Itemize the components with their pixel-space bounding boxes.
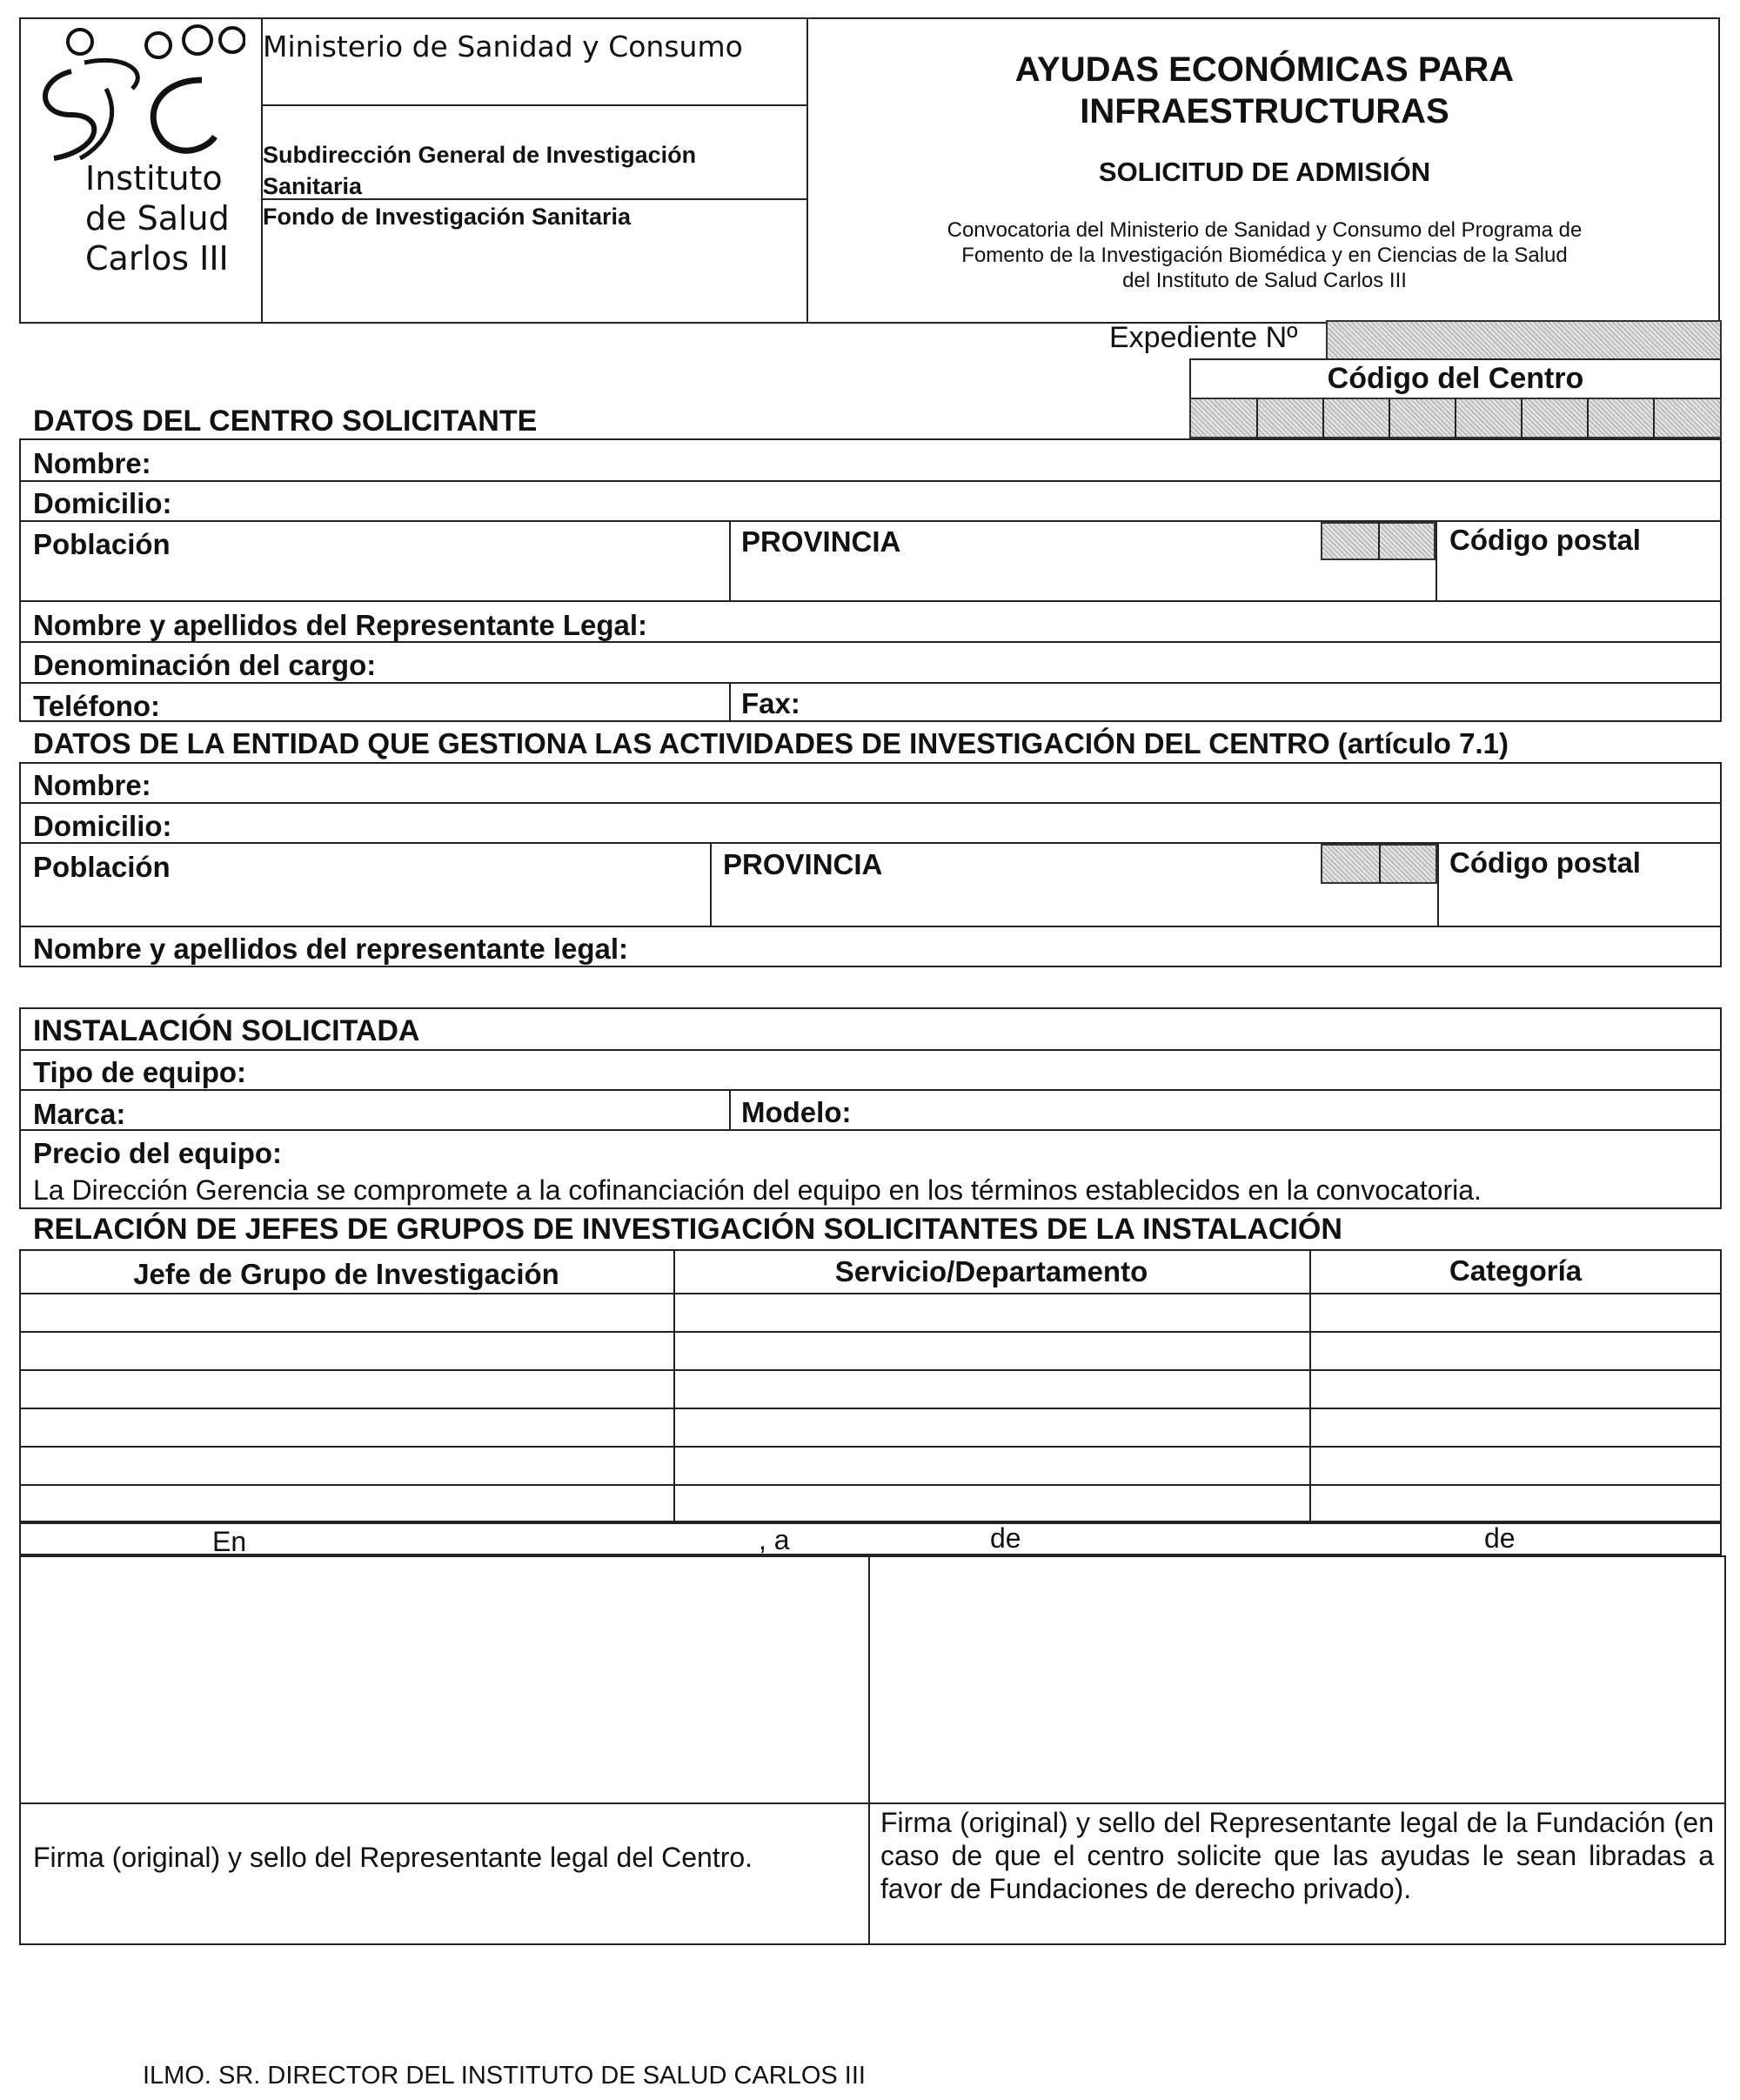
entidad-section-title: DATOS DE LA ENTIDAD QUE GESTIONA LAS ACTIVIDADES DE INVESTIGACIÓN DEL CENTRO (artículo 7.1): [33, 727, 1509, 759]
destinatario: ILMO. SR. DIRECTOR DEL INSTITUTO DE SALUD CARLOS III: [143, 2062, 866, 2090]
centro-provincia-label: PROVINCIA: [741, 525, 901, 558]
form-subtitle: SOLICITUD DE ADMISIÓN: [1098, 157, 1431, 187]
convocatoria-text: Convocatoria del Ministerio de Sanidad y Consumo del Programa de Fomento de la Investigación Biomédica y en Ciencias de la Salud del Instituto de Salud Carlos III: [947, 218, 1583, 292]
fecha-a: , a: [759, 1524, 790, 1555]
centro-cargo-label: Denominación del cargo:: [33, 649, 377, 681]
precio-label: Precio del equipo:: [33, 1137, 283, 1169]
entidad-provincia-label: PROVINCIA: [723, 848, 883, 880]
fecha-de-2: de: [1484, 1522, 1516, 1554]
tipo-equipo-label: Tipo de equipo:: [33, 1056, 247, 1088]
centro-telefono-label: Teléfono:: [33, 690, 161, 722]
subdirectorate-name: Subdirección General de Investigación Sanitaria: [263, 142, 697, 199]
expediente-label: Expediente Nº: [1109, 321, 1298, 354]
col-categoria-header: Categoría: [1449, 1254, 1583, 1287]
grupos-section-title: RELACIÓN DE JEFES DE GRUPOS DE INVESTIGACIÓN SOLICITANTES DE LA INSTALACIÓN: [33, 1213, 1342, 1246]
fecha-row: [19, 1522, 1722, 1555]
fecha-en: En: [212, 1526, 247, 1557]
centro-codigo-postal-label: Código postal: [1449, 524, 1641, 556]
fund-name: Fondo de Investigación Sanitaria: [263, 204, 632, 230]
entidad-representante-label: Nombre y apellidos del representante legal:: [33, 933, 629, 965]
col-servicio-header: Servicio/Departamento: [834, 1255, 1148, 1287]
centro-fax-label: Fax:: [741, 687, 800, 719]
modelo-label: Modelo:: [741, 1096, 852, 1128]
expediente-field[interactable]: [1326, 320, 1722, 360]
marca-label: Marca:: [33, 1098, 126, 1130]
firma-fundacion-caption: Firma (original) y sello del Representante legal de la Fundación (en caso de que el centro solicite que las ayudas le sean libradas a favor de Fundaciones de derecho privado).: [880, 1807, 1714, 1904]
fecha-de-1: de: [990, 1522, 1021, 1554]
firma-fundacion-area[interactable]: [870, 1557, 1724, 1801]
entidad-codigo-postal-label: Código postal: [1449, 846, 1641, 879]
col-jefe-header: Jefe de Grupo de Investigación: [133, 1258, 559, 1290]
centro-poblacion-label: Población: [33, 528, 171, 560]
centro-representante-label: Nombre y apellidos del Representante Legal:: [33, 609, 648, 641]
form-title: AYUDAS ECONÓMICAS PARA INFRAESTRUCTURAS: [1014, 50, 1515, 130]
firma-centro-caption: Firma (original) y sello del Representante legal del Centro.: [33, 1842, 753, 1873]
entidad-domicilio-label: Domicilio:: [33, 810, 172, 842]
instalacion-section-title: INSTALACIÓN SOLICITADA: [33, 1014, 420, 1047]
isciii-logo: [19, 19, 245, 167]
centro-section-title: DATOS DEL CENTRO SOLICITANTE: [33, 405, 538, 438]
centro-nombre-label: Nombre:: [33, 447, 151, 479]
entidad-poblacion-label: Población: [33, 851, 171, 883]
centro-domicilio-label: Domicilio:: [33, 487, 172, 519]
compromiso-text: La Dirección Gerencia se compromete a la cofinanciación del equipo en los términos establecidos en la convocatoria.: [33, 1174, 1482, 1206]
codigo-centro-label: Código del Centro: [1327, 362, 1584, 395]
institute-name: Instituto de Salud Carlos III: [85, 159, 230, 278]
ministry-name: Ministerio de Sanidad y Consumo: [263, 30, 743, 64]
entidad-nombre-label: Nombre:: [33, 769, 151, 801]
firma-centro-area[interactable]: [21, 1557, 867, 1801]
